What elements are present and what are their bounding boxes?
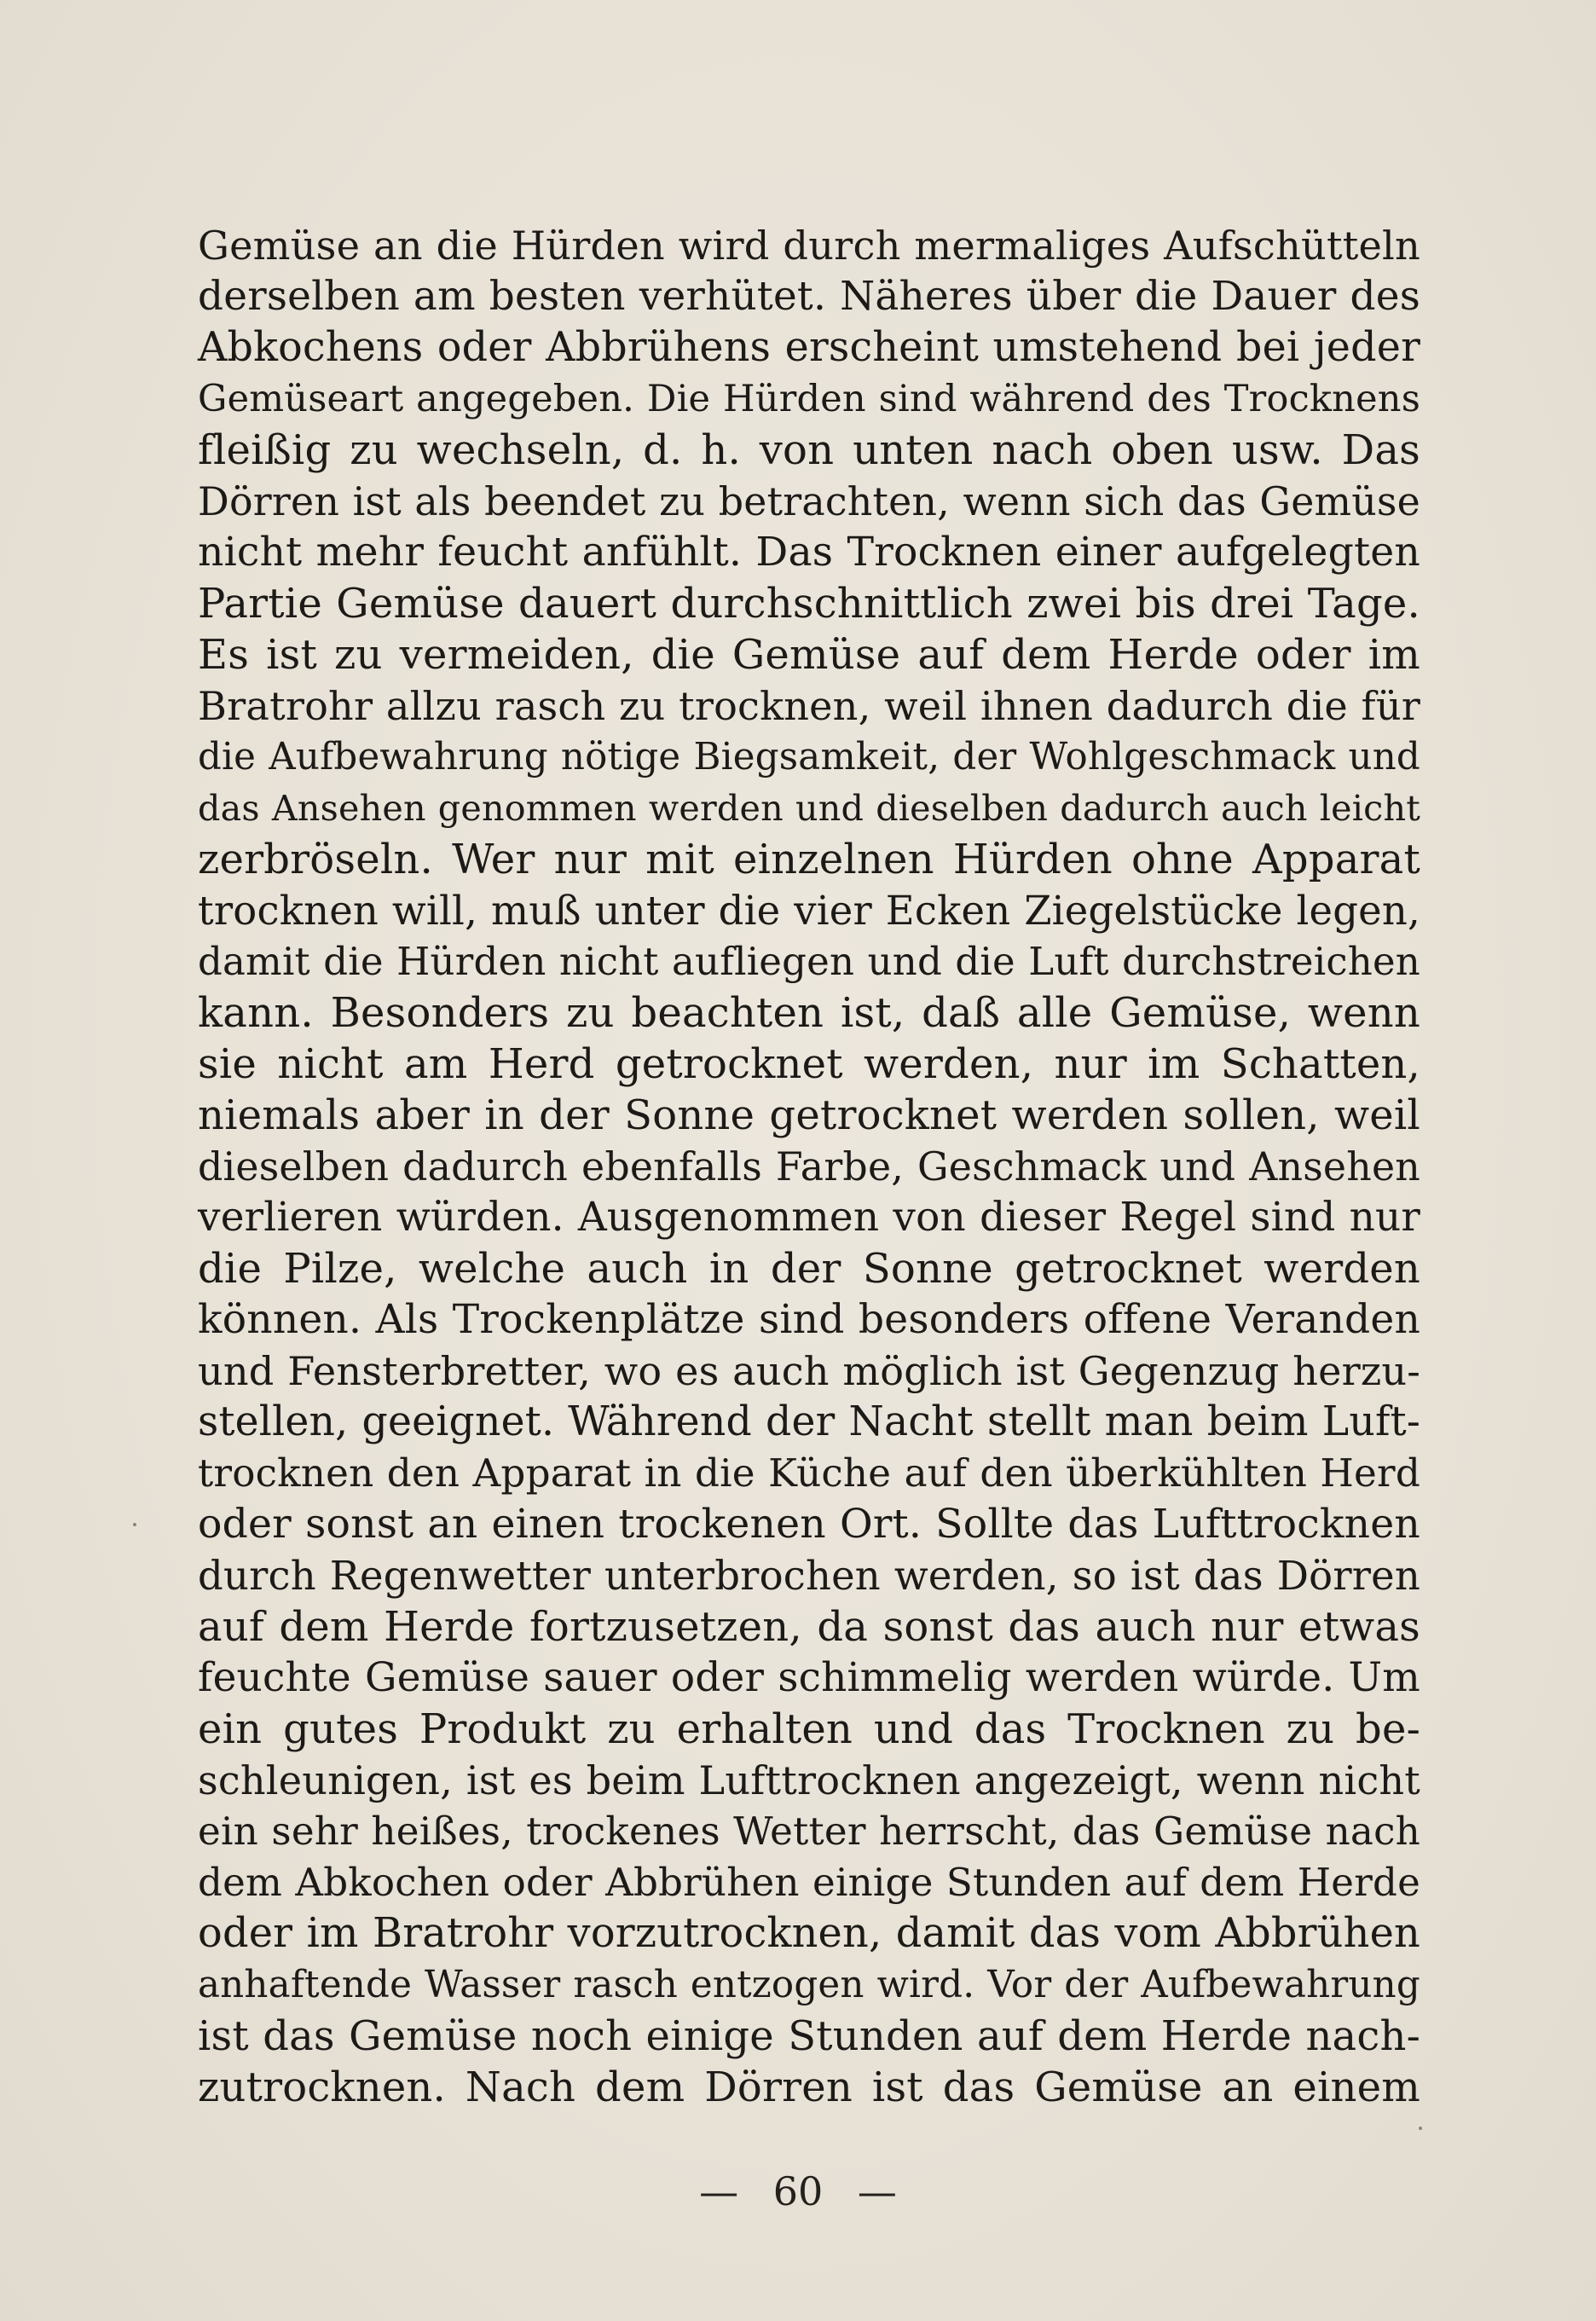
footer-dash-right: — <box>857 2168 897 2214</box>
page-footer <box>0 2166 1596 2217</box>
text-line: dieselben dadurch ebenfalls Farbe, Geschmack und Ansehen <box>198 1143 1420 1189</box>
text-line: und Fensterbretter, wo es auch möglich ist Gegenzug herzu- <box>198 1348 1420 1394</box>
text-line: Es ist zu vermeiden, die Gemüse auf dem Herde oder im <box>198 631 1420 679</box>
text-line: können. Als Trockenplätze sind besonders offene Veranden <box>198 1296 1420 1343</box>
text-line: auf dem Herde fortzusetzen, da sonst das auch nur etwas <box>198 1603 1420 1651</box>
text-line: ein sehr heißes, trockenes Wetter herrscht, das Gemüse nach <box>198 1809 1420 1854</box>
text-line: dem Abkochen oder Abbrühen einige Stunden auf dem Herde <box>198 1860 1420 1905</box>
text-line: Gemüseart angegeben. Die Hürden sind während des Trocknens <box>198 378 1420 420</box>
text-line: damit die Hürden nicht aufliegen und die Luft durchstreichen <box>198 939 1420 984</box>
text-line: verlieren würden. Ausgenommen von dieser Regel sind nur <box>198 1194 1420 1241</box>
text-line: schleunigen, ist es beim Lufttrocknen angezeigt, wenn nicht <box>198 1757 1420 1803</box>
text-line: sie nicht am Herd getrocknet werden, nur im Schatten, <box>198 1040 1420 1088</box>
text-line: feuchte Gemüse sauer oder schimmelig werden würde. Um <box>198 1654 1420 1701</box>
text-line: derselben am besten verhütet. Näheres über die Dauer des <box>198 273 1420 320</box>
text-line: anhaftende Wasser rasch entzogen wird. Vor der Aufbewahrung <box>198 1964 1420 2006</box>
text-line: Partie Gemüse dauert durchschnittlich zwei bis drei Tage. <box>198 580 1420 628</box>
text-line: Abkochens oder Abbrühens erscheint umstehend bei jeder <box>198 324 1420 371</box>
text-line: niemals aber in der Sonne getrocknet werden sollen, weil <box>198 1091 1420 1139</box>
text-line: stellen, geeignet. Während der Nacht stellt man beim Luft- <box>198 1398 1420 1445</box>
paper-speck <box>1419 2127 1422 2130</box>
text-line: ist das Gemüse noch einige Stunden auf dem Herde nach- <box>198 2012 1420 2060</box>
text-line: Gemüse an die Hürden wird durch mermaliges Aufschütteln <box>198 223 1420 269</box>
page-number: 60 <box>772 2168 824 2214</box>
text-line: Bratrohr allzu rasch zu trocknen, weil ihnen dadurch die für <box>198 683 1420 729</box>
text-line: kann. Besonders zu beachten ist, daß alle Gemüse, wenn <box>198 989 1420 1037</box>
text-line: fleißig zu wechseln, d. h. von unten nach oben usw. Das <box>198 426 1420 474</box>
text-line: durch Regenwetter unterbrochen werden, so ist das Dörren <box>198 1553 1420 1599</box>
text-line: das Ansehen genommen werden und dieselben dadurch auch leicht <box>198 788 1420 829</box>
body-text <box>198 220 1420 2113</box>
text-line: zutrocknen. Nach dem Dörren ist das Gemüse an einem <box>198 2063 1420 2111</box>
text-line: trocknen den Apparat in die Küche auf den überkühlten Herd <box>198 1450 1420 1496</box>
text-line: zerbröseln. Wer nur mit einzelnen Hürden ohne Apparat <box>198 836 1420 883</box>
text-line: oder im Bratrohr vorzutrocknen, damit das vom Abbrühen <box>198 1910 1420 1957</box>
text-line: die Aufbewahrung nötige Biegsamkeit, der Wohlgeschmack und <box>198 736 1420 778</box>
text-line: nicht mehr feucht anfühlt. Das Trocknen einer aufgelegten <box>198 529 1420 576</box>
footer-dash-left: — <box>699 2168 739 2214</box>
text-line: Dörren ist als beendet zu betrachten, wenn sich das Gemüse <box>198 478 1420 524</box>
text-line: oder sonst an einen trockenen Ort. Sollte das Lufttrocknen <box>198 1501 1420 1548</box>
paper-speck <box>133 1523 136 1526</box>
text-line: trocknen will, muß unter die vier Ecken Ziegelstücke legen, <box>198 888 1420 934</box>
text-line: ein gutes Produkt zu erhalten und das Trocknen zu be- <box>198 1705 1420 1753</box>
text-line: die Pilze, welche auch in der Sonne getrocknet werden <box>198 1245 1420 1293</box>
